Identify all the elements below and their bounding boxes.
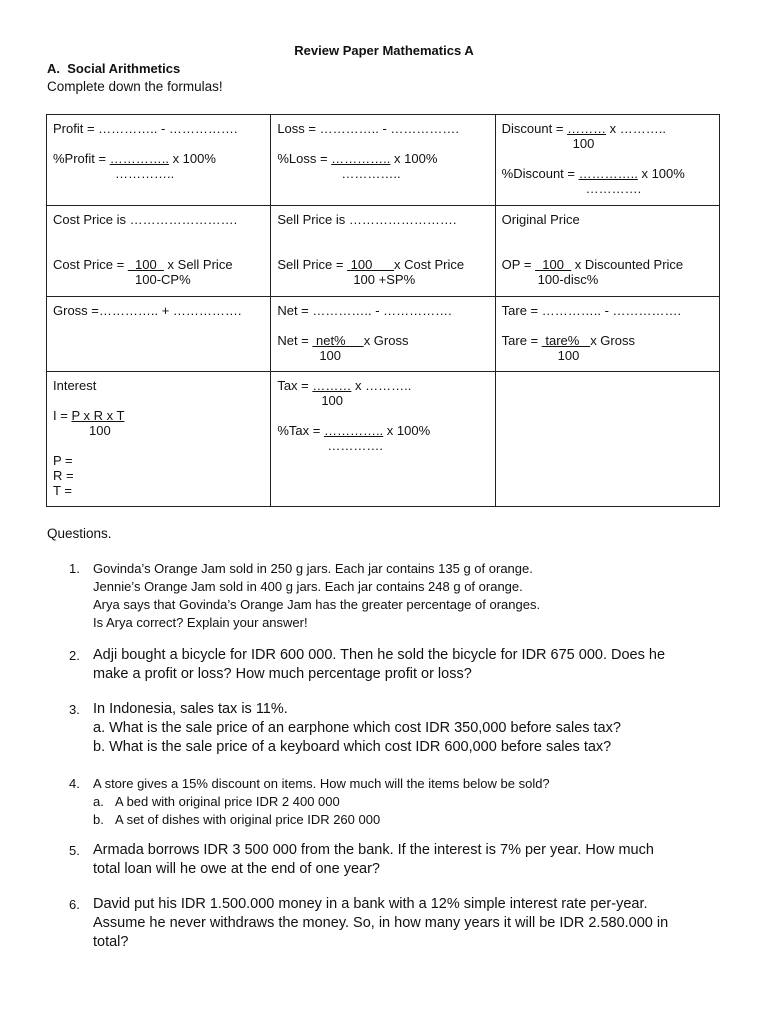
tare-denominator: 100 bbox=[557, 348, 580, 363]
question-6: 6. David put his IDR 1.500.000 money in a bank with a 12% simple interest rate per-year. Assume he never withdraws the money. So, in how many years it will be IDR 2.580.000 in total? bbox=[69, 896, 669, 950]
cell-sell-price bbox=[271, 206, 495, 297]
cell-cost-price bbox=[47, 206, 271, 297]
tax-denominator: 100 bbox=[321, 393, 344, 408]
question-list bbox=[69, 560, 713, 952]
question-2: 2. Adji bought a bicycle for IDR 600 000. Then he sold the bicycle for IDR 675 000. Does he make a profit or loss? How much percentage profit or loss? bbox=[69, 647, 666, 682]
instructions: Complete down the formulas! bbox=[47, 79, 223, 94]
interest-p: P = bbox=[53, 453, 73, 468]
cell-loss bbox=[271, 115, 495, 206]
original-price-denominator: 100-disc% bbox=[537, 272, 599, 287]
cell-interest bbox=[47, 372, 271, 507]
percent-profit-formula: %Profit = ………….. x 100% bbox=[53, 151, 216, 166]
question-3: 3. In Indonesia, sales tax is 11%. a. What is the sale price of an earphone which cost IDR 350,000 before sales tax? b. What is the sale price of a keyboard which cost IDR 600,000 before sales tax? bbox=[69, 701, 621, 755]
loss-formula: Loss = ………….. - ……………. bbox=[277, 121, 459, 136]
cell-tax bbox=[271, 372, 495, 507]
tax-formula: Tax = ……… x ……….. bbox=[277, 378, 412, 393]
sell-price-denominator: 100 +SP% bbox=[353, 272, 416, 287]
interest-denominator: 100 bbox=[89, 423, 111, 438]
profit-formula: Profit = ………….. - ……………. bbox=[53, 121, 238, 136]
percent-discount-formula: %Discount = ………….. x 100% bbox=[501, 166, 685, 181]
section-letter: A. bbox=[47, 61, 60, 76]
sell-price-formula: Sell Price = 100 x Cost Price bbox=[277, 257, 465, 272]
net-denominator: 100 bbox=[319, 348, 342, 363]
question-1: 1. Govinda’s Orange Jam sold in 250 g jars. Each jar contains 135 g of orange. Jennie’s Orange Jam sold in 400 g jars. Each jar contains 248 g of orange. Arya says that Govinda’s Orange Jam has the greater percentage of oranges. Is Arya correct? Explain your answer! bbox=[69, 561, 541, 630]
tare-percent-formula: Tare = tare% x Gross bbox=[501, 333, 635, 348]
interest-r: R = bbox=[53, 468, 74, 483]
percent-tax-denominator: …………. bbox=[327, 438, 383, 453]
original-price-formula: OP = 100 x Discounted Price bbox=[501, 257, 684, 272]
net-percent-formula: Net = net% x Gross bbox=[277, 333, 409, 348]
section-heading bbox=[47, 61, 180, 76]
formula-table bbox=[46, 114, 720, 507]
percent-loss-formula: %Loss = ………….. x 100% bbox=[277, 151, 438, 166]
question-4b: b. A set of dishes with original price IDR 260 000 bbox=[93, 812, 381, 827]
page-title: Review Paper Mathematics A bbox=[294, 43, 474, 58]
gross-formula: Gross =………….. + ……………. bbox=[53, 303, 242, 318]
percent-tax-formula: %Tax = ………….. x 100% bbox=[277, 423, 431, 438]
sell-price-definition: Sell Price is ……………………. bbox=[277, 212, 457, 227]
discount-formula: Discount = ……… x ……….. bbox=[501, 121, 667, 136]
original-price-heading: Original Price bbox=[501, 212, 580, 227]
cell-profit bbox=[47, 115, 271, 206]
cell-gross bbox=[47, 297, 271, 372]
percent-profit-denominator: ………….. bbox=[115, 166, 175, 181]
interest-t: T = bbox=[53, 483, 72, 498]
question-5: 5. Armada borrows IDR 3 500 000 from the bank. If the interest is 7% per year. How much total loan will he owe at the end of one year? bbox=[69, 842, 654, 877]
discount-denominator: 100 bbox=[572, 136, 595, 151]
section-name: Social Arithmetics bbox=[67, 61, 181, 76]
percent-discount-denominator: …………. bbox=[585, 181, 642, 196]
tare-formula: Tare = ………….. - ……………. bbox=[501, 303, 682, 318]
cost-price-formula: Cost Price = 100 x Sell Price bbox=[53, 257, 233, 272]
question-4: 4. A store gives a 15% discount on items. How much will the items below be sold? a. A bed with original price IDR 2 400 000 b. A set of dishes with original price IDR 260 000 bbox=[93, 775, 713, 829]
interest-heading: Interest bbox=[53, 378, 97, 393]
cell-discount bbox=[495, 115, 719, 206]
questions-label: Questions. bbox=[47, 526, 112, 541]
percent-loss-denominator: ………….. bbox=[341, 166, 401, 181]
interest-formula: I = P x R x T bbox=[53, 408, 125, 423]
cost-price-definition: Cost Price is ……………………. bbox=[53, 212, 238, 227]
net-formula: Net = ………….. - ……………. bbox=[277, 303, 452, 318]
cell-net bbox=[271, 297, 495, 372]
cell-empty bbox=[495, 372, 719, 507]
cost-price-denominator: 100-CP% bbox=[135, 272, 191, 287]
cell-tare bbox=[495, 297, 719, 372]
cell-original-price bbox=[495, 206, 719, 297]
question-4a: a. A bed with original price IDR 2 400 000 bbox=[93, 794, 340, 809]
